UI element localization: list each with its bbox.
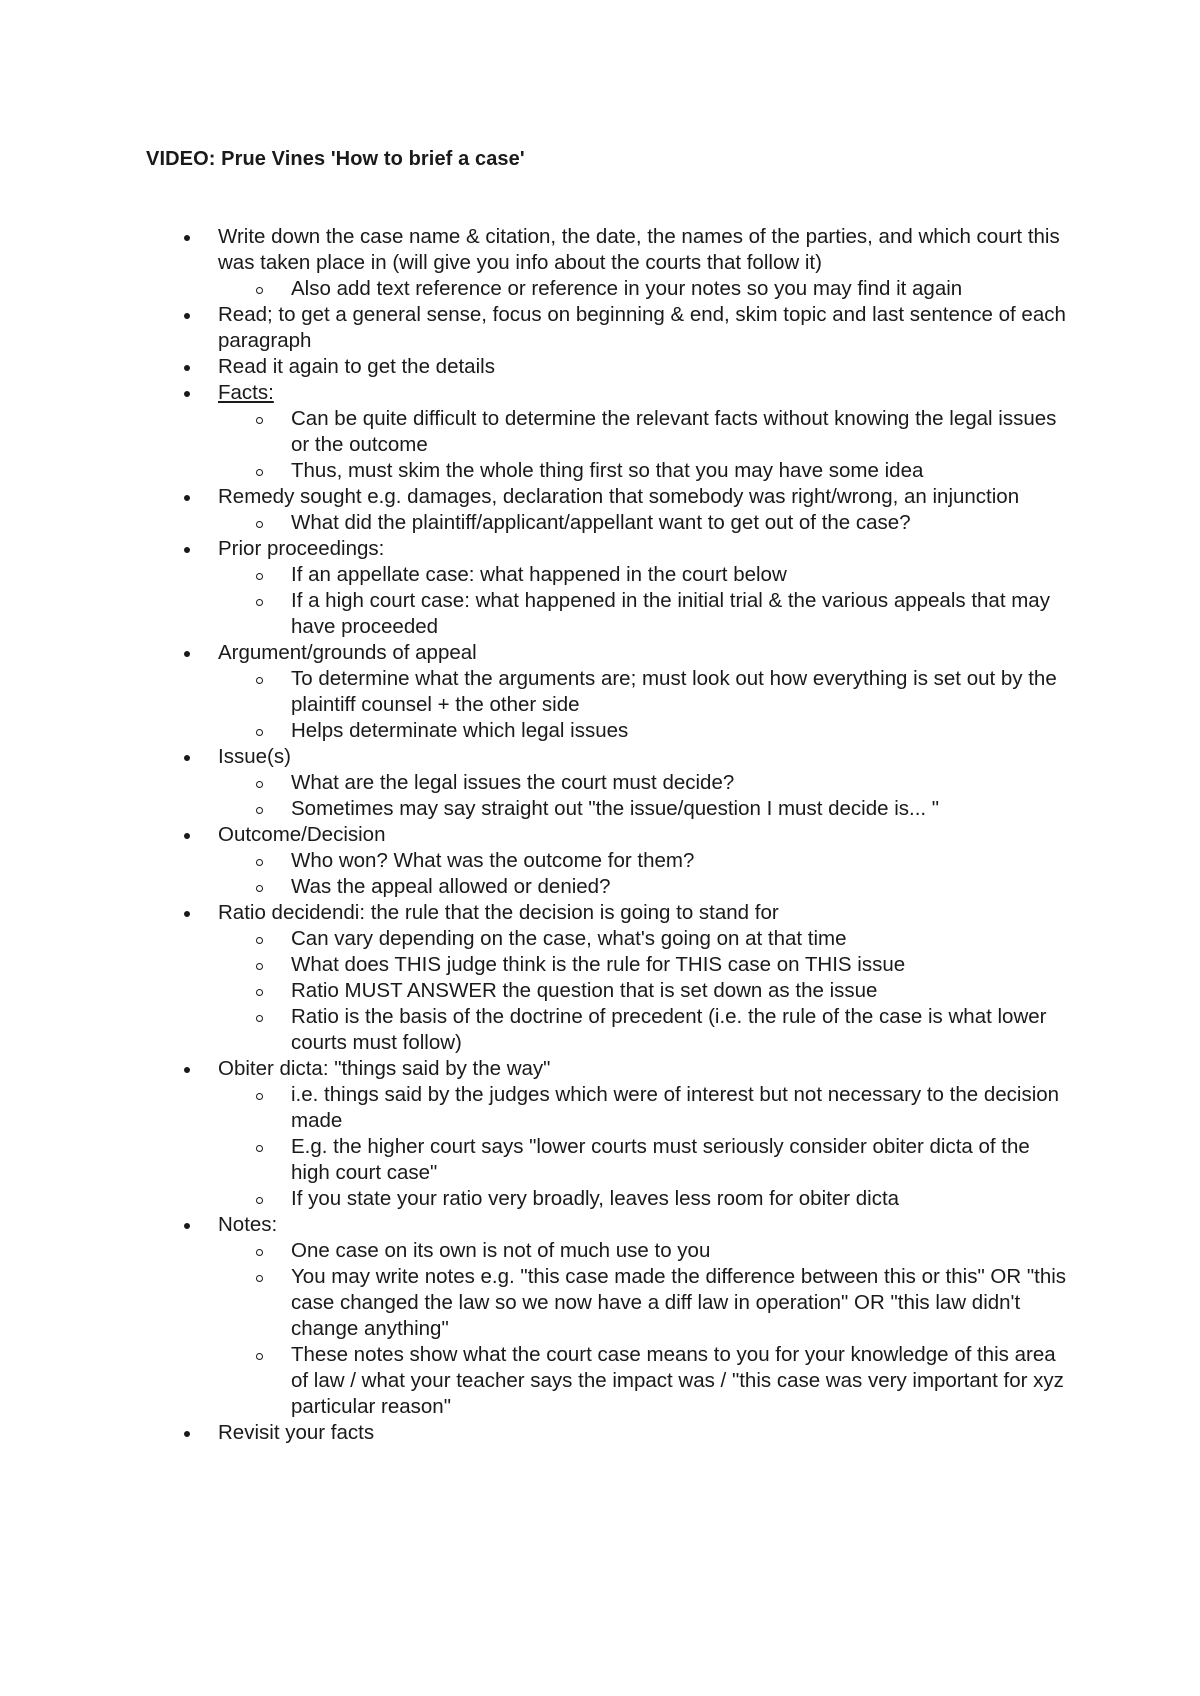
sub-item-text: These notes show what the court case means to you for your knowledge of this area of law / what your teacher says the impact was / "this case was very important for xyz particular reason" — [291, 1343, 1064, 1418]
circle-bullet-icon — [256, 469, 263, 476]
circle-bullet-icon — [256, 1197, 263, 1204]
sub-list-item — [291, 406, 1068, 458]
list-item — [218, 1420, 1068, 1446]
bullet-icon — [184, 313, 190, 319]
list-item — [218, 1212, 1068, 1420]
sub-list — [218, 562, 1068, 640]
circle-bullet-icon — [256, 573, 263, 580]
sub-item-text: E.g. the higher court says "lower courts must seriously consider obiter dicta of the high court case" — [291, 1135, 1030, 1184]
sub-list-item — [291, 874, 1068, 900]
sub-list — [218, 926, 1068, 1056]
sub-list-item — [291, 1264, 1068, 1342]
sub-list-item — [291, 1342, 1068, 1420]
bullet-icon — [184, 547, 190, 553]
list-item — [218, 354, 1068, 380]
list-item — [218, 640, 1068, 744]
bullet-icon — [184, 833, 190, 839]
sub-list-item — [291, 1082, 1068, 1134]
sub-item-text: What are the legal issues the court must decide? — [291, 771, 735, 794]
sub-item-text: Ratio is the basis of the doctrine of precedent (i.e. the rule of the case is what lower courts must follow) — [291, 1005, 1047, 1054]
list-item — [218, 536, 1068, 640]
sub-list-item — [291, 510, 1068, 536]
sub-list-item — [291, 588, 1068, 640]
bullet-icon — [184, 391, 190, 397]
sub-list — [218, 848, 1068, 900]
bullet-icon — [184, 911, 190, 917]
sub-item-text: What did the plaintiff/applicant/appellant want to get out of the case? — [291, 511, 911, 534]
circle-bullet-icon — [256, 1353, 263, 1360]
sub-list-item — [291, 1134, 1068, 1186]
item-text: Remedy sought e.g. damages, declaration that somebody was right/wrong, an injunction — [218, 485, 1020, 508]
item-text: Obiter dicta: "things said by the way" — [218, 1057, 551, 1080]
circle-bullet-icon — [256, 1275, 263, 1282]
sub-item-text: Can be quite difficult to determine the relevant facts without knowing the legal issues or the outcome — [291, 407, 1057, 456]
list-item — [218, 484, 1068, 536]
bullet-icon — [184, 495, 190, 501]
sub-list — [218, 1082, 1068, 1212]
bullet-icon — [184, 755, 190, 761]
item-text: Prior proceedings: — [218, 537, 385, 560]
sub-list-item — [291, 458, 1068, 484]
sub-list-item — [291, 562, 1068, 588]
item-text: Facts: — [218, 381, 274, 404]
list-item — [218, 302, 1068, 354]
bullet-icon — [184, 235, 190, 241]
list-item — [218, 224, 1068, 302]
circle-bullet-icon — [256, 677, 263, 684]
sub-item-text: You may write notes e.g. "this case made the difference between this or this" OR "this case changed the law so we now have a diff law in operation" OR "this law didn't change anything" — [291, 1265, 1067, 1340]
sub-item-text: If a high court case: what happened in the initial trial & the various appeals that may have proceeded — [291, 589, 1050, 638]
bullet-icon — [184, 651, 190, 657]
list-item — [218, 380, 1068, 484]
circle-bullet-icon — [256, 1249, 263, 1256]
sub-list-item — [291, 770, 1068, 796]
circle-bullet-icon — [256, 963, 263, 970]
item-text: Write down the case name & citation, the date, the names of the parties, and which court this was taken place in (will give you info about the courts that follow it) — [218, 225, 1060, 274]
bullet-icon — [184, 1431, 190, 1437]
bullet-icon — [184, 1223, 190, 1229]
sub-list — [218, 666, 1068, 744]
sub-item-text: If an appellate case: what happened in the court below — [291, 563, 787, 586]
sub-list — [218, 510, 1068, 536]
sub-list-item — [291, 978, 1068, 1004]
sub-item-text: i.e. things said by the judges which were of interest but not necessary to the decision made — [291, 1083, 1060, 1132]
sub-list-item — [291, 848, 1068, 874]
circle-bullet-icon — [256, 729, 263, 736]
sub-item-text: Helps determinate which legal issues — [291, 719, 629, 742]
sub-list-item — [291, 1004, 1068, 1056]
item-text: Outcome/Decision — [218, 823, 386, 846]
list-item — [218, 822, 1068, 900]
sub-list-item — [291, 952, 1068, 978]
sub-item-text: Sometimes may say straight out "the issue/question I must decide is... " — [291, 797, 940, 820]
item-text: Notes: — [218, 1213, 278, 1236]
circle-bullet-icon — [256, 1015, 263, 1022]
sub-list-item — [291, 666, 1068, 718]
item-text: Read it again to get the details — [218, 355, 495, 378]
list-item — [218, 1056, 1068, 1212]
sub-list-item — [291, 926, 1068, 952]
sub-list — [218, 406, 1068, 484]
list-item — [218, 744, 1068, 822]
sub-list-item — [291, 276, 1068, 302]
sub-list — [218, 1238, 1068, 1420]
sub-item-text: One case on its own is not of much use to you — [291, 1239, 711, 1262]
sub-item-text: Who won? What was the outcome for them? — [291, 849, 695, 872]
item-text: Revisit your facts — [218, 1421, 375, 1444]
item-text: Ratio decidendi: the rule that the decision is going to stand for — [218, 901, 779, 924]
sub-item-text: To determine what the arguments are; must look out how everything is set out by the plaintiff counsel + the other side — [291, 667, 1057, 716]
sub-item-text: Ratio MUST ANSWER the question that is set down as the issue — [291, 979, 878, 1002]
outline-list — [218, 224, 1068, 1446]
item-text: Argument/grounds of appeal — [218, 641, 477, 664]
sub-list-item — [291, 796, 1068, 822]
sub-list — [218, 276, 1068, 302]
item-text: Read; to get a general sense, focus on beginning & end, skim topic and last sentence of each paragraph — [218, 303, 1066, 352]
sub-list-item — [291, 1186, 1068, 1212]
circle-bullet-icon — [256, 989, 263, 996]
circle-bullet-icon — [256, 859, 263, 866]
item-text: Issue(s) — [218, 745, 291, 768]
sub-item-text: Can vary depending on the case, what's going on at that time — [291, 927, 847, 950]
circle-bullet-icon — [256, 521, 263, 528]
circle-bullet-icon — [256, 599, 263, 606]
sub-item-text: Was the appeal allowed or denied? — [291, 875, 611, 898]
sub-item-text: Thus, must skim the whole thing first so that you may have some idea — [291, 459, 924, 482]
page-title: VIDEO: Prue Vines 'How to brief a case' — [146, 148, 525, 170]
sub-item-text: If you state your ratio very broadly, leaves less room for obiter dicta — [291, 1187, 900, 1210]
circle-bullet-icon — [256, 885, 263, 892]
circle-bullet-icon — [256, 807, 263, 814]
sub-list-item — [291, 1238, 1068, 1264]
sub-item-text: Also add text reference or reference in your notes so you may find it again — [291, 277, 963, 300]
list-item — [218, 900, 1068, 1056]
circle-bullet-icon — [256, 1145, 263, 1152]
circle-bullet-icon — [256, 287, 263, 294]
sub-item-text: What does THIS judge think is the rule for THIS case on THIS issue — [291, 953, 906, 976]
circle-bullet-icon — [256, 781, 263, 788]
sub-list — [218, 770, 1068, 822]
circle-bullet-icon — [256, 937, 263, 944]
bullet-icon — [184, 365, 190, 371]
bullet-icon — [184, 1067, 190, 1073]
sub-list-item — [291, 718, 1068, 744]
circle-bullet-icon — [256, 1093, 263, 1100]
circle-bullet-icon — [256, 417, 263, 424]
